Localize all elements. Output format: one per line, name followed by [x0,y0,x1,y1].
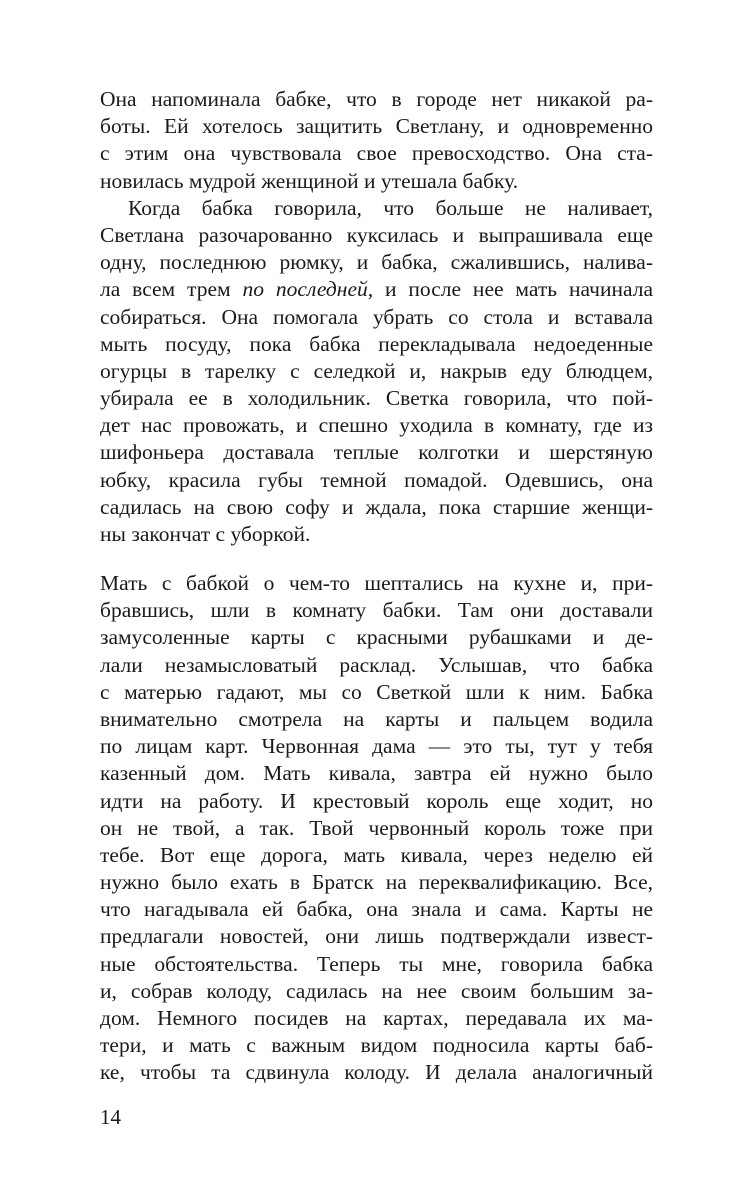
text-line [100,788,653,815]
text-line [100,439,653,466]
text-span: ке, чтобы та сдвинула колоду. И делала аналогичный [100,1060,653,1085]
text-line [100,494,653,521]
text-line [100,467,653,494]
text-span: лали незамысловатый расклад. Услышав, что бабка [100,652,653,677]
text-line [100,304,653,331]
text-line [100,733,653,760]
text-section-2 [100,570,653,1087]
text-span: юбку, красила губы темной помадой. Одевшись, она [100,467,653,492]
text-line [100,222,653,249]
text-span: казенный дом. Мать кивала, завтра ей нужно было [100,761,653,786]
text-line [100,679,653,706]
text-span: с матерью гадают, мы со Светкой шли к ним. Бабка [100,679,653,704]
text-span: по лицам карт. Червонная дама — это ты, тут у тебя [100,734,653,759]
text-span: что нагадывала ей бабка, она знала и сама. Карты не [100,897,653,922]
text-span: замусоленные карты с красными рубашками и де- [100,625,653,650]
text-line [100,706,653,733]
text-line [100,331,653,358]
paragraph [100,570,653,1087]
text-span: новилась мудрой женщиной и утешала бабку. [100,168,519,193]
text-span: мыть посуду, пока бабка перекладывала недоеденные [100,331,653,356]
text-span: дет нас провожать, и спешно уходила в комнату, где из [100,413,653,438]
text-line [100,652,653,679]
text-span: тебе. Вот еще дорога, мать кивала, через неделю ей [100,842,653,867]
text-line [100,1032,653,1059]
text-span: одну, последнюю рюмку, и бабка, сжалившись, налива- [100,250,653,275]
text-line [100,624,653,651]
text-line [100,869,653,896]
text-line [100,113,653,140]
text-line [100,597,653,624]
text-span: ны закончат с уборкой. [100,522,311,546]
text-span: Когда бабка говорила, что больше не наливает, [128,195,653,220]
text-span: и, собрав колоду, садилась на нее своим большим за- [100,978,653,1003]
text-span: ные обстоятельства. Теперь ты мне, говорила бабка [100,951,653,976]
text-line [100,195,653,222]
text-line [100,1005,653,1032]
text-span: шифоньера доставала теплые колготки и шерстяную [100,440,653,465]
text-span: садилась на свою софу и ждала, пока старшие женщи- [100,494,653,519]
text-span: Она напоминала бабке, что в городе нет никакой ра- [100,87,653,111]
text-line [100,815,653,842]
text-span: убирала ее в холодильник. Светка говорила, что пой- [100,386,653,411]
text-line [100,896,653,923]
text-span: собираться. Она помогала убрать со стола и вставала [100,304,653,329]
text-line [100,521,653,548]
text-line [100,842,653,869]
text-span: бравшись, шли в комнату бабки. Там они доставали [100,598,653,623]
text-span: дом. Немного посидев на картах, передавала их ма- [100,1006,653,1030]
text-span: ла всем трем [100,277,243,302]
italic-text: по последней, [242,277,374,302]
text-line [100,570,653,597]
paragraph [100,86,653,195]
text-span: он не твой, а так. Твой червонный король тоже при [100,815,653,840]
page-number: 14 [100,1105,121,1129]
text-span: идти на работу. И крестовый король еще ходит, но [100,788,653,813]
text-line [100,978,653,1005]
text-line [100,1059,653,1086]
text-line [100,276,653,303]
text-span: тери, и мать с важным видом подносила карты баб- [100,1033,653,1058]
text-span: Мать с бабкой о чем-то шептались на кухне и, при- [100,571,653,595]
text-span: и после нее мать начинала [373,277,653,302]
text-line [100,249,653,276]
text-span: огурцы в тарелку с селедкой и, накрыв еду блюдцем, [100,358,653,383]
text-span: боты. Ей хотелось защитить Светлану, и одновременно [100,114,653,139]
text-line [100,385,653,412]
text-section-1 [100,86,653,548]
text-span: нужно было ехать в Братск на переквалификацию. Все, [100,870,653,895]
text-line [100,86,653,113]
text-span: Светлана разочарованно куксилась и выпрашивала еще [100,222,653,247]
text-line [100,412,653,439]
text-span: с этим она чувствовала свое превосходство. Она ста- [100,141,653,166]
text-line [100,358,653,385]
text-line [100,760,653,787]
text-line [100,951,653,978]
text-line [100,923,653,950]
text-line [100,140,653,167]
paragraph [100,195,653,548]
text-line [100,168,653,195]
text-span: внимательно смотрела на карты и пальцем водила [100,706,653,731]
text-span: предлагали новостей, они лишь подтверждали извест- [100,924,653,949]
